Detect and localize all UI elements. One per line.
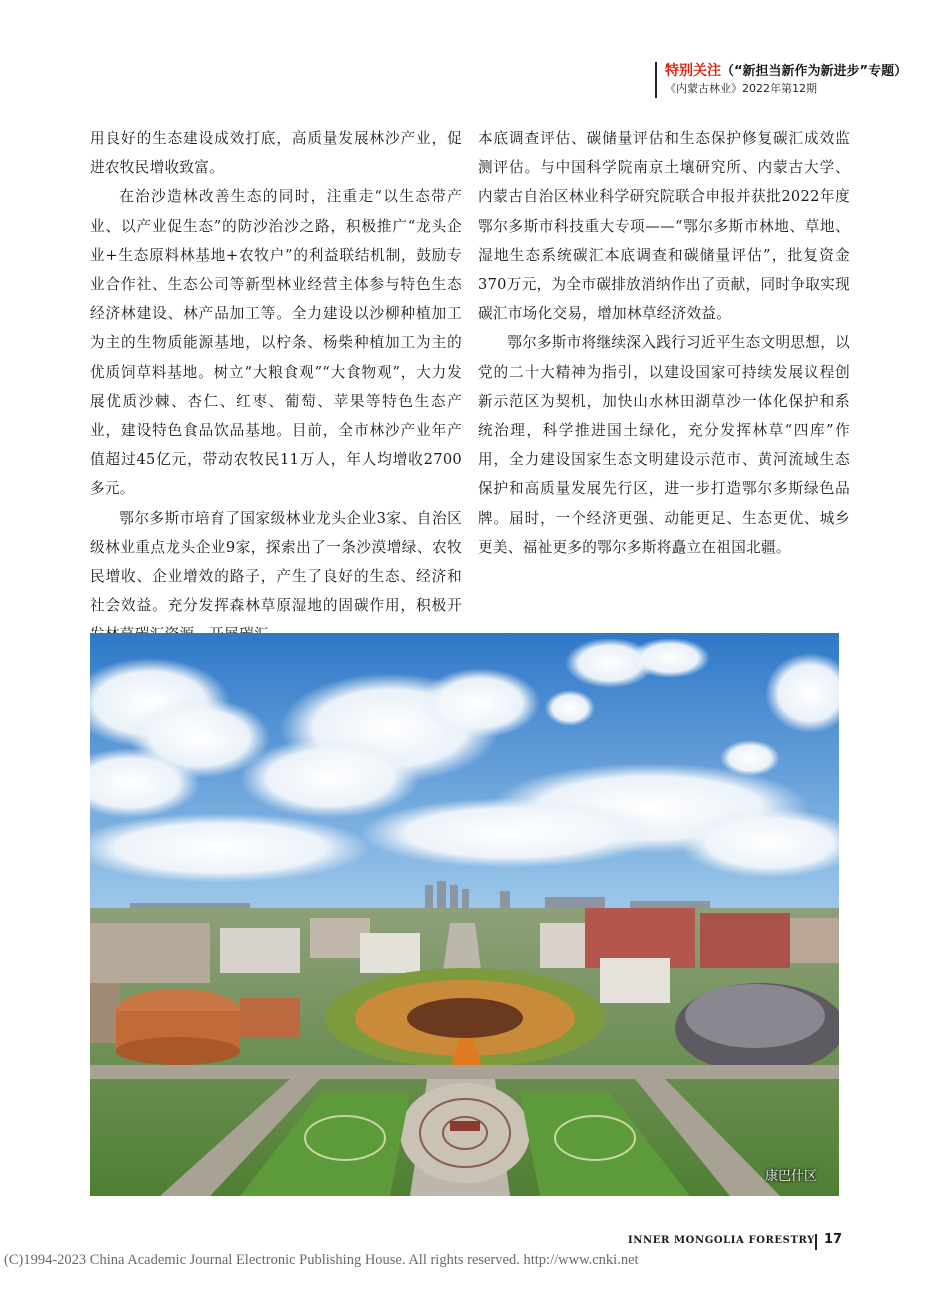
footer-divider	[815, 1234, 817, 1250]
left-column	[90, 124, 462, 650]
paragraph: 鄂尔多斯市培育了国家级林业龙头企业3家、自治区级林业重点龙头企业9家，探索出了一条沙漠增绿、农牧民增收、企业增效的路子，产生了良好的生态、经济和社会效益。充分发挥森林草原湿地的固碳作用，积极开	[90, 509, 462, 615]
header-title-line	[665, 60, 907, 80]
section-topic: （“新担当新作为新进步”专题）	[721, 64, 908, 79]
city-aerial-photo	[90, 633, 839, 1196]
paragraph: 在治沙造林改善生态的同时，注重走“以生态带产业、以产业促生态”的防沙治沙之路，积极推广“龙头企业+生态原料林基地+农牧户”的利益联结机制，鼓励专业合作社、生态公司等新型林业经营主体参与特色生态经济林建设、林产品加工等。全力建设以沙柳种植加工为主的生物质能源基地，以柠条、杨柴种植加工为主的优质饲草料基地。树立“大粮食观”“大食物观”，大力发展优质沙棘、杏仁、红枣、葡萄、苹果等特色生态产业，建设特色食品饮品基地。目前，全市林沙产业年产值超过45亿元，带动农牧民11万人，年人均增收2700多元。	[90, 188, 462, 498]
photo-caption: 康巴什区	[764, 1169, 817, 1184]
paragraph: 鄂尔多斯市将继续深入践行习近平生态文明思想，以党的二十大精神为指引，以建设国家可持续发展议程创新示范区为契机，加快山水林田湖草沙一体化保护和系统治理，科学推进国土绿化，充分发挥林草“四库”作用，全力建设国家生态文明建设示范市、黄河流域生态保护和高质量发展先行区，进一步打造鄂尔多斯绿色品牌。届时，一个经济更强、动能更足、生态更优、城乡更美、福祉更多的鄂尔多斯将矗立在祖国北疆。	[478, 334, 850, 556]
grand-theatre	[675, 983, 839, 1073]
running-header	[655, 58, 945, 102]
right-column	[478, 124, 850, 562]
header-divider	[655, 62, 657, 98]
magazine-name: INNER MONGOLIA FORESTRY	[628, 1235, 815, 1246]
round-plaza	[400, 1083, 530, 1183]
paragraph: 用良好的生态建设成效打底，高质量发展林沙产业，促进农牧民增收致富。	[90, 130, 462, 177]
journal-issue: 《内蒙古林业》2022年第12期	[665, 82, 817, 95]
running-footer	[628, 1232, 843, 1251]
copyright-notice: (C)1994-2023 China Academic Journal Electronic Publishing House. All rights reserved. http://www.cnki.net	[4, 1252, 639, 1268]
paragraph: 本底调查评估、碳储量评估和生态保护修复碳汇成效监测评估。与中国科学院南京土壤研究所、内蒙古大学、内蒙古自治区林业科学研究院联合申报并获批2022年度鄂尔多斯市科技重大专项——“鄂尔多斯市林地、草地、湿地生态系统碳汇本底调查和碳储量评估”，批复资金370万元，为全市碳排放消纳作出了贡献，同时争取实现碳汇市场化交易，增加林草经济效益。	[478, 130, 850, 323]
section-tag: 特别关注	[665, 63, 721, 79]
photo-illustration	[90, 633, 839, 1196]
page-number: 17	[824, 1232, 843, 1247]
